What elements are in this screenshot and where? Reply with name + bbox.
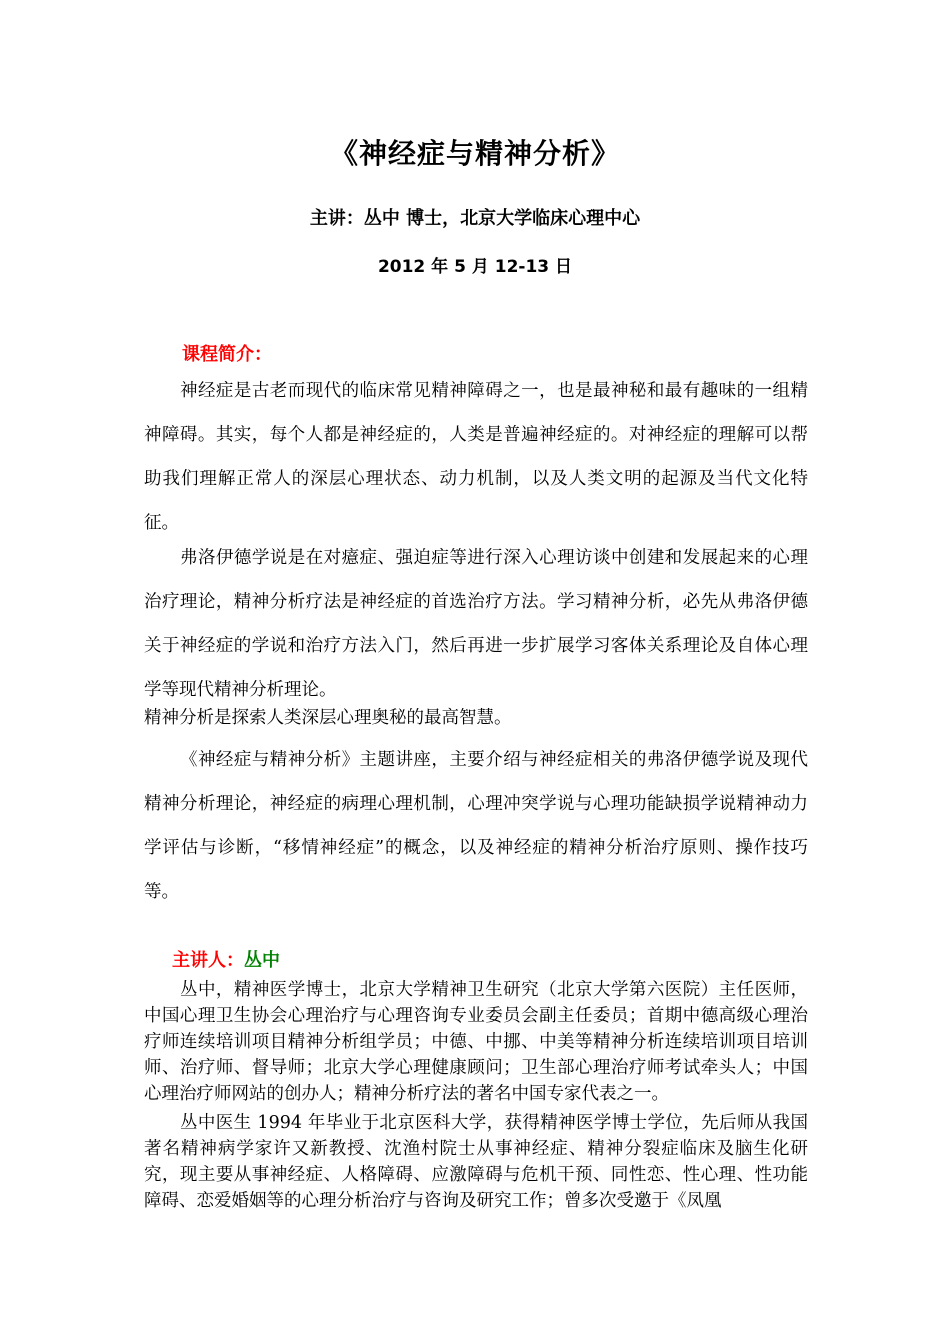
- intro-paragraph-2: 弗洛伊德学说是在对癔症、强迫症等进行深入心理访谈中创建和发展起来的心理治疗理论，精神分析疗法是神经症的首选治疗方法。学习精神分析，必先从弗洛伊德关于神经症的学说和治疗方法入门，然后再进一步扩展学习客体关系理论及自体心理学等现代精神分析理论。: [144, 548, 808, 700]
- bio-paragraph-2: 丛中医生 1994 年毕业于北京医科大学，获得精神医学博士学位，先后师从我国著名精神病学家许又新教授、沈渔村院士从事神经症、精神分裂症临床及脑生化研究，现主要从事神经症、人格障碍、应激障碍与危机干预、同性恋、性心理、性功能障碍、恋爱婚姻等的心理分析治疗与咨询及研究工作；曾多次受邀于《凤凰: [144, 1113, 808, 1211]
- intro-paragraph-3: 精神分析是探索人类深层心理奥秘的最高智慧。: [144, 708, 512, 728]
- date-line: 2012 年 5 月 12-13 日: [377, 257, 573, 277]
- lecturer-line: 主讲：丛中 博士，北京大学临床心理中心: [309, 208, 641, 229]
- lecturer-heading-name: 丛中: [244, 950, 280, 971]
- course-intro-heading: 课程简介：: [182, 344, 272, 365]
- lecturer-heading: [172, 946, 280, 972]
- document-title: 《神经症与精神分析》: [329, 137, 620, 170]
- intro-paragraph-4: 《神经症与精神分析》主题讲座，主要介绍与神经症相关的弗洛伊德学说及现代精神分析理论，神经症的病理心理机制，心理冲突学说与心理功能缺损学说精神动力学评估与诊断，“移情神经症”的概念，以及神经症的精神分析治疗原则、操作技巧等。: [144, 750, 808, 902]
- lecturer-heading-label: 主讲人：: [172, 950, 244, 971]
- intro-paragraph-1: 神经症是古老而现代的临床常见精神障碍之一，也是最神秘和最有趣味的一组精神障碍。其实，每个人都是神经症的，人类是普遍神经症的。对神经症的理解可以帮助我们理解正常人的深层心理状态、动力机制，以及人类文明的起源及当代文化特征。: [144, 381, 808, 533]
- bio-paragraph-1: 丛中，精神医学博士，北京大学精神卫生研究（北京大学第六医院）主任医师，中国心理卫生协会心理治疗与心理咨询专业委员会副主任委员；首期中德高级心理治疗师连续培训项目精神分析组学员；中德、中挪、中美等精神分析连续培训项目培训师、治疗师、督导师；北京大学心理健康顾问；卫生部心理治疗师考试牵头人；中国心理治疗师网站的创办人；精神分析疗法的著名中国专家代表之一。: [144, 980, 808, 1104]
